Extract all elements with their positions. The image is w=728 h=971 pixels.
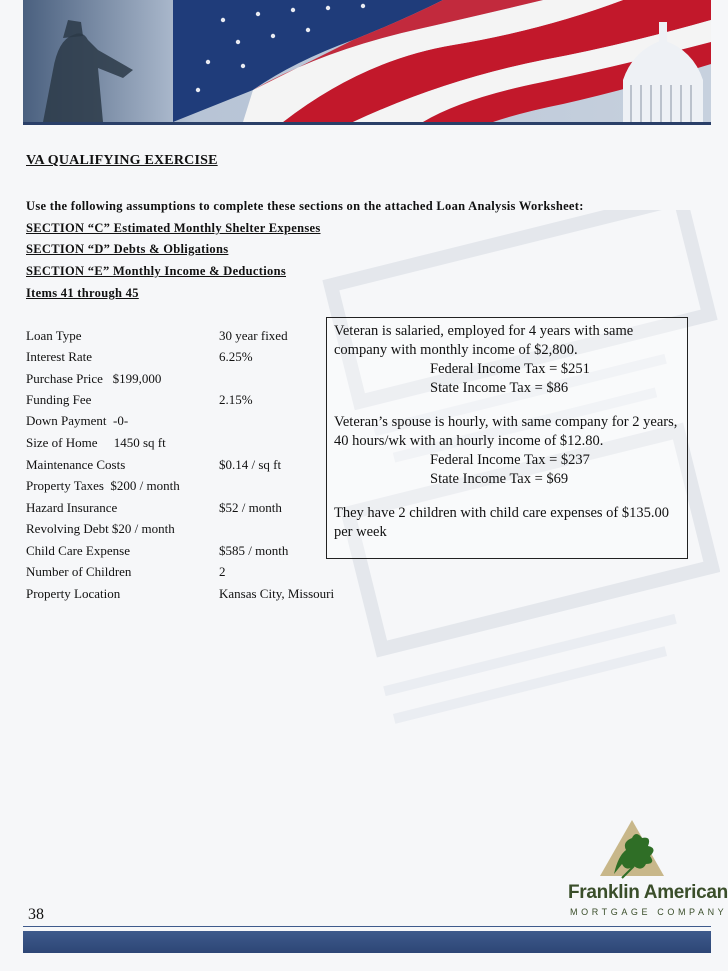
assumption-label: Hazard Insurance [26,500,118,515]
spouse-state-tax: State Income Tax = $69 [430,471,569,487]
assumption-value: 2 [219,564,226,579]
page-title: VA QUALIFYING EXERCISE [26,153,218,168]
assumption-value: $0.14 / sq ft [219,457,282,472]
assumption-value: $52 / month [219,500,282,515]
assumption-value: 6.25% [219,349,253,364]
assumption-row [26,521,356,537]
assumption-row [26,392,356,408]
assumption-value: $585 / month [219,543,289,558]
assumption-label: Child Care Expense [26,543,130,558]
assumption-row [26,371,356,387]
assumption-label: Property Location [26,586,121,601]
section-e-heading: SECTION “E” Monthly Income & Deductions [26,264,286,278]
footer-bar [23,931,711,953]
assumption-value: Kansas City, Missouri [219,586,335,601]
spouse-federal-tax: Federal Income Tax = $237 [430,452,590,468]
section-c-heading: SECTION “C” Estimated Monthly Shelter Expenses [26,221,321,235]
assumption-row [26,328,356,344]
assumption-value: 30 year fixed [219,328,288,343]
assumption-label: Revolving Debt $20 / month [26,521,175,536]
assumption-label: Property Taxes $200 / month [26,478,180,493]
spouse-income-text: Veteran’s spouse is hourly, with same company for 2 years, 40 hours/wk with an hourly income of $12.80. [334,414,678,449]
page-number: 38 [28,906,44,923]
oak-leaf-icon [562,816,712,882]
assumption-row [26,586,356,602]
section-d-heading: SECTION “D” Debts & Obligations [26,242,229,256]
veteran-income-text: Veteran is salaried, employed for 4 years with same company with monthly income of $2,800. [334,323,634,358]
assumption-row [26,478,356,494]
assumption-row [26,457,356,473]
assumption-row [26,435,356,451]
instructions-text: Use the following assumptions to complete these sections on the attached Loan Analysis Worksheet: [26,199,584,213]
company-logo [562,816,728,924]
assumption-row [26,413,356,429]
child-care-text: They have 2 children with child care expenses of $135.00 per week [334,505,670,540]
assumption-row [26,564,356,580]
logo-subtitle: MORTGAGE COMPANY [570,907,728,917]
veteran-federal-tax: Federal Income Tax = $251 [430,361,590,377]
items-range-heading: Items 41 through 45 [26,286,139,300]
assumption-label: Purchase Price $199,000 [26,371,162,386]
logo-name: Franklin American [568,882,728,903]
veteran-state-tax: State Income Tax = $86 [430,380,569,396]
assumption-label: Interest Rate [26,349,93,364]
assumption-row [26,500,356,516]
income-details-box [326,317,688,559]
assumption-value: 2.15% [219,392,253,407]
assumption-label: Down Payment -0- [26,413,129,428]
assumption-label: Funding Fee [26,392,92,407]
footer-divider [23,926,711,927]
assumption-row [26,543,356,559]
assumption-label: Maintenance Costs [26,457,126,472]
assumption-label: Loan Type [26,328,82,343]
assumption-label: Number of Children [26,564,132,579]
assumption-label: Size of Home 1450 sq ft [26,435,166,450]
assumption-row [26,349,356,365]
